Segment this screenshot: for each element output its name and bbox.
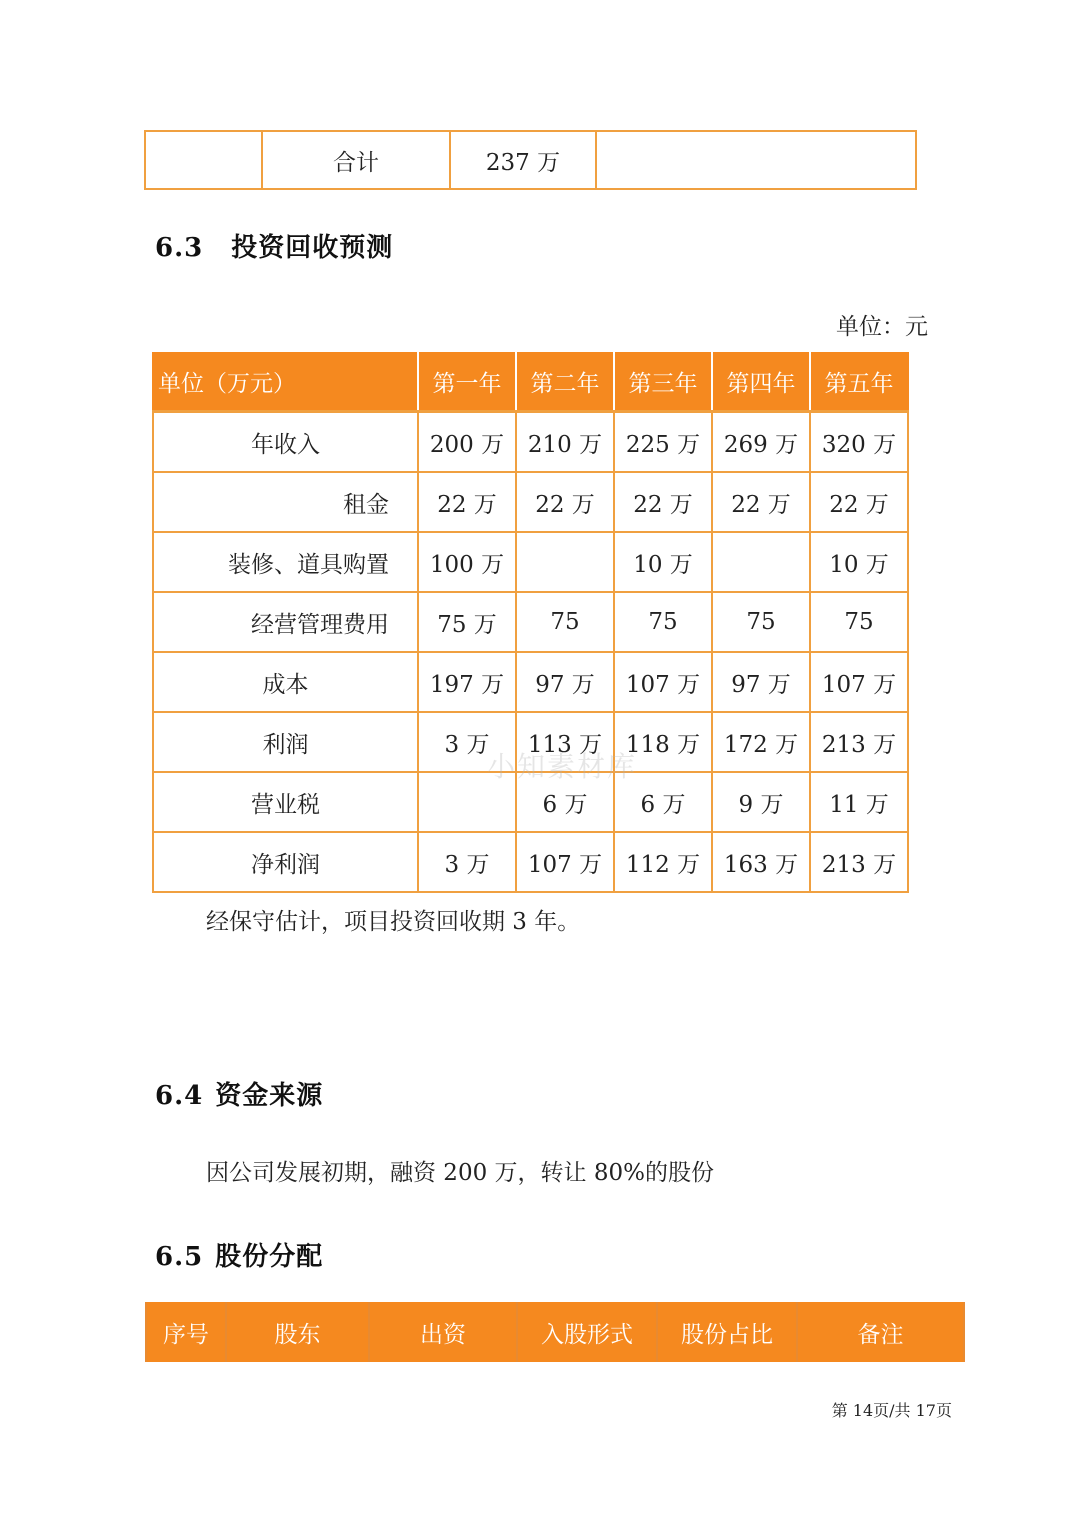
cell: 11 万 [810,772,908,832]
cell: 75 [516,592,614,652]
cell: 9 万 [712,772,810,832]
cell: 3 万 [418,832,516,892]
header-share-ratio: 股份占比 [657,1302,797,1362]
cell: 320 万 [810,412,908,473]
cell: 172 万 [712,712,810,772]
section-title: 投资回收预测 [231,233,394,263]
cell: 3 万 [418,712,516,772]
cell: 75 万 [418,592,516,652]
cell: 163 万 [712,832,810,892]
cell: 22 万 [614,472,712,532]
header-share-form: 入股形式 [517,1302,657,1362]
cell: 22 万 [418,472,516,532]
row-label-rent: 租金 [153,472,418,532]
header-seq: 序号 [146,1302,226,1362]
cell: 197 万 [418,652,516,712]
header-unit: 单位（万元） [153,352,418,412]
header-contribution: 出资 [369,1302,517,1362]
funding-text: 因公司发展初期，融资 200 万，转让 80%的股份 [206,1160,714,1186]
row-label-net-profit: 净利润 [153,832,418,892]
cell: 225 万 [614,412,712,473]
table-row [153,412,908,473]
forecast-header-row [153,352,908,412]
payback-conclusion: 经保守估计，项目投资回收期 3 年。 [206,909,581,935]
cell [712,532,810,592]
header-year-3: 第三年 [614,352,712,412]
cell: 107 万 [810,652,908,712]
share-header-row [146,1302,964,1362]
cell: 118 万 [614,712,712,772]
header-year-4: 第四年 [712,352,810,412]
row-label-revenue: 年收入 [153,412,418,473]
row-label-management: 经营管理费用 [153,592,418,652]
cell: 100 万 [418,532,516,592]
table-row [153,532,908,592]
table-row [153,472,908,532]
section-title: 股份分配 [215,1242,324,1272]
forecast-table [152,352,909,893]
cell: 75 [810,592,908,652]
cell: 75 [712,592,810,652]
section-title: 资金来源 [215,1081,324,1111]
share-table [145,1302,965,1362]
total-row [145,131,916,189]
header-shareholder: 股东 [226,1302,369,1362]
cell: 10 万 [614,532,712,592]
row-label-decoration: 装修、道具购置 [153,532,418,592]
cell: 210 万 [516,412,614,473]
row-label-cost: 成本 [153,652,418,712]
table-row [153,652,908,712]
row-label-profit: 利润 [153,712,418,772]
cell: 6 万 [516,772,614,832]
watermark: 小知素材库 [487,750,638,783]
table-row [153,832,908,892]
total-table [144,130,917,190]
cell: 269 万 [712,412,810,473]
table-row [153,592,908,652]
header-year-5: 第五年 [810,352,908,412]
header-year-1: 第一年 [418,352,516,412]
total-empty-cell [145,131,262,189]
section-heading-6-3 [155,227,393,264]
section-heading-6-5 [155,1236,323,1273]
cell: 200 万 [418,412,516,473]
cell: 97 万 [712,652,810,712]
cell: 75 [614,592,712,652]
total-label: 合计 [262,131,450,189]
section-number: 6.5 [155,1242,204,1272]
cell: 107 万 [614,652,712,712]
header-year-2: 第二年 [516,352,614,412]
cell: 22 万 [810,472,908,532]
section-number: 6.4 [155,1081,204,1111]
unit-note: 单位：元 [836,314,928,340]
cell: 113 万 [516,712,614,772]
cell: 112 万 [614,832,712,892]
section-heading-6-4 [155,1075,323,1112]
page-footer: 第 14页/共 17页 [831,1401,952,1420]
cell: 22 万 [712,472,810,532]
cell: 22 万 [516,472,614,532]
cell: 107 万 [516,832,614,892]
cell [516,532,614,592]
cell: 6 万 [614,772,712,832]
cell: 10 万 [810,532,908,592]
cell: 213 万 [810,712,908,772]
section-number: 6.3 [155,233,204,263]
total-note-cell [596,131,916,189]
total-value: 237 万 [450,131,596,189]
row-label-business-tax: 营业税 [153,772,418,832]
cell: 97 万 [516,652,614,712]
header-remarks: 备注 [797,1302,964,1362]
cell: 213 万 [810,832,908,892]
